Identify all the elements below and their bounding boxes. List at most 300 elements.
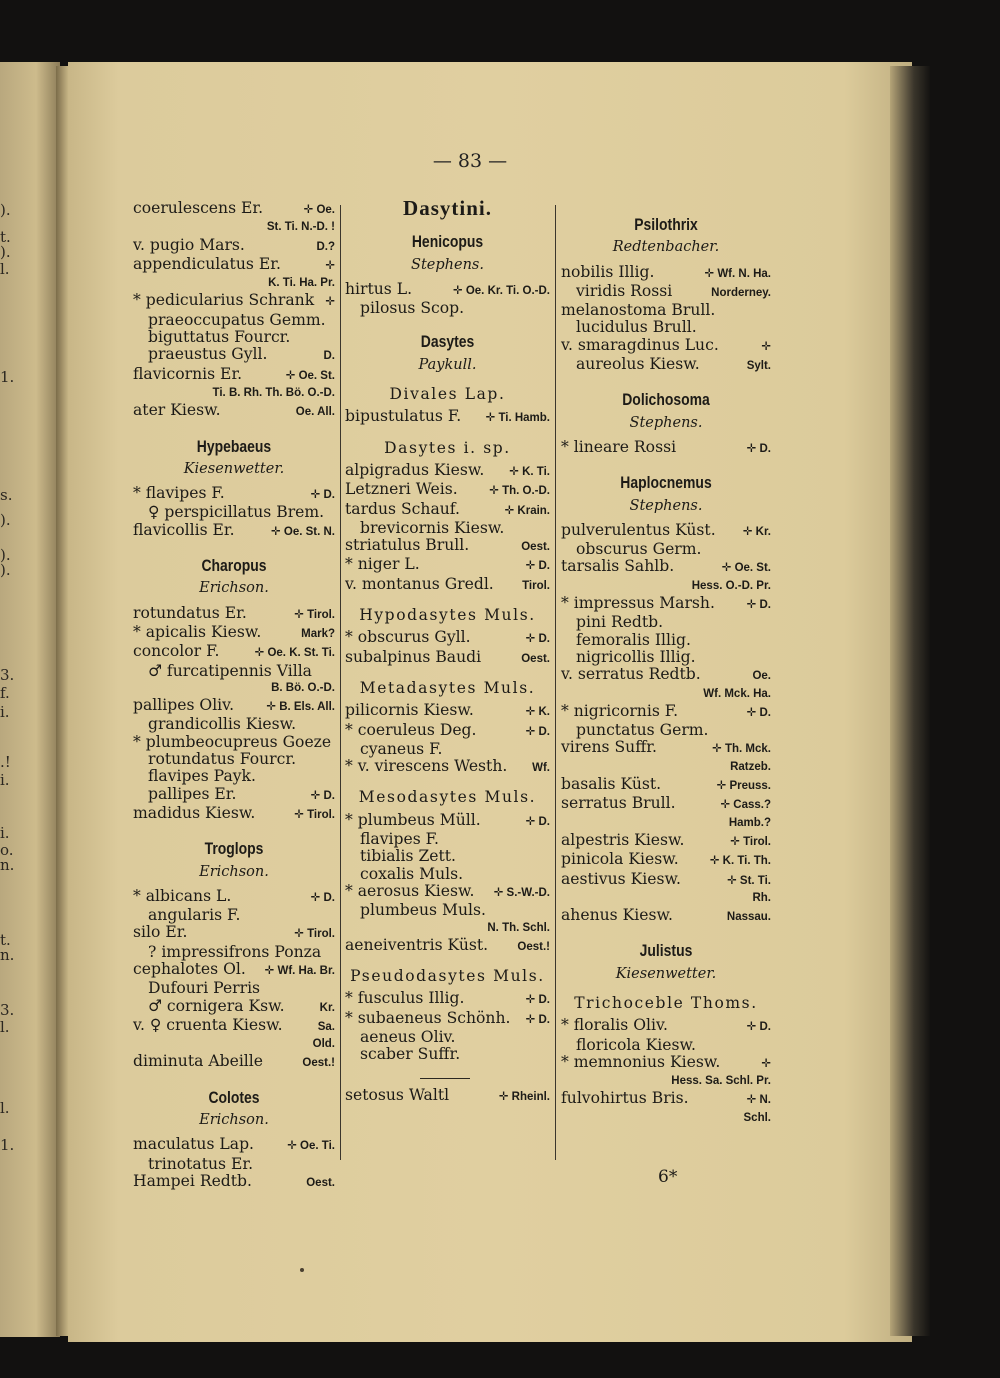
- species-name: plumbeus Muls.: [360, 901, 486, 920]
- locality-note: ✛ D.: [525, 560, 550, 573]
- species-entry: [133, 605, 335, 624]
- species-name: striatulus Brull.: [345, 536, 470, 555]
- locality-note: ✛ N.: [746, 1094, 771, 1107]
- edge-letter: l.: [0, 1099, 10, 1117]
- subgenus-heading: Divales Lap.: [389, 385, 506, 404]
- locality-note: ✛ Krain.: [504, 504, 550, 517]
- locality-continuation: Hamb.?: [728, 816, 771, 829]
- species-name: flavicollis Er.: [133, 520, 235, 539]
- species-name: * v. virescens Westh.: [345, 757, 508, 776]
- species-entry: [345, 408, 550, 427]
- author-name: Erichson.: [199, 863, 269, 880]
- edge-letter: .!: [0, 753, 11, 771]
- species-entry: [561, 632, 771, 649]
- species-name: cyaneus F.: [360, 739, 443, 758]
- species-entry: [561, 264, 771, 283]
- subgenus-heading: Mesodasytes Muls.: [358, 788, 537, 807]
- species-name: * apicalis Kiesw.: [133, 622, 262, 641]
- species-entry: [345, 501, 550, 520]
- species-entry: [345, 520, 550, 537]
- locality-note: Oest.: [521, 541, 550, 554]
- species-entry: [133, 1017, 335, 1036]
- species-name: aestivus Kiesw.: [561, 869, 681, 888]
- species-entry: [345, 576, 550, 595]
- author-name: Stephens.: [629, 497, 703, 514]
- species-name: ater Kiesw.: [133, 401, 221, 420]
- species-entry: [133, 888, 335, 907]
- species-name: melanostoma Brull.: [561, 301, 716, 320]
- species-name: femoralis Illig.: [576, 630, 691, 649]
- edge-letter: o.: [0, 841, 14, 859]
- species-entry: [561, 1037, 771, 1054]
- species-name: rotundatus Fourcr.: [148, 750, 297, 769]
- locality-note: Oe.: [752, 670, 771, 683]
- species-name: subalpinus Baudi: [345, 647, 482, 666]
- species-name: pinicola Kiesw.: [561, 850, 679, 869]
- species-name: virens Suffr.: [561, 738, 657, 757]
- species-name: pilicornis Kiesw.: [345, 701, 474, 720]
- subgenus-heading: Trichoceble Thoms.: [574, 993, 758, 1012]
- species-entry: [345, 537, 550, 556]
- species-entry: [561, 302, 771, 319]
- species-name: * pedicularius Schrank: [133, 291, 315, 310]
- locality-note: ✛ Oe. K. St. Ti.: [254, 647, 335, 660]
- locality-continuation: K. Ti. Ha. Pr.: [268, 277, 335, 290]
- species-name: madidus Kiesw.: [133, 803, 256, 822]
- column-3: [561, 200, 771, 1127]
- species-entry: [133, 200, 335, 219]
- species-name: * lineare Rossi: [561, 437, 677, 456]
- species-name: maculatus Lap.: [133, 1135, 255, 1154]
- tribe-heading: Dasytini.: [403, 196, 492, 220]
- species-entry: [133, 312, 335, 329]
- locality-note: ✛ Ti. Hamb.: [485, 412, 550, 425]
- author-name: Stephens.: [411, 256, 484, 273]
- edge-letter: ).: [0, 201, 11, 219]
- species-name: pulverulentus Küst.: [561, 520, 716, 539]
- species-name: hirtus L.: [345, 279, 413, 298]
- species-name: brevicornis Kiesw.: [360, 518, 505, 537]
- locality-note: ✛ Wf. N. Ha.: [704, 267, 771, 280]
- species-name: v. pugio Mars.: [133, 235, 245, 254]
- species-entry: [345, 1010, 550, 1029]
- species-entry: [561, 907, 771, 926]
- species-entry: [133, 734, 335, 751]
- author-name: Stephens.: [629, 414, 703, 431]
- edge-letter: ).: [0, 546, 11, 564]
- species-name: flavipes F.: [360, 830, 440, 849]
- edge-letter: s.: [0, 486, 13, 504]
- page-number: — 83 —: [432, 150, 508, 172]
- species-entry: [133, 663, 335, 680]
- species-name: obscurus Germ.: [576, 540, 702, 559]
- locality-continuation: St. Ti. N.-D. !: [266, 221, 335, 234]
- locality-note: ✛ D.: [525, 633, 550, 646]
- species-entry: [133, 751, 335, 768]
- species-entry: [133, 980, 335, 997]
- paper-speck: [300, 1268, 304, 1272]
- species-name: scaber Suffr.: [360, 1045, 461, 1064]
- edge-letter: 1.: [0, 1136, 15, 1154]
- edge-letter: i.: [0, 703, 10, 721]
- species-name: * plumbeus Müll.: [345, 810, 481, 829]
- species-entry: [133, 237, 335, 256]
- species-entry: [133, 961, 335, 980]
- genus-heading: Psilothrix: [634, 215, 698, 234]
- species-entry: [133, 1136, 335, 1155]
- locality-note: ✛ D.: [525, 815, 550, 828]
- locality-note: ✛ Cass.?: [720, 799, 771, 812]
- locality-continuation: Schl.: [743, 1111, 771, 1124]
- edge-letter: i.: [0, 771, 10, 789]
- species-name: pilosus Scop.: [360, 299, 465, 318]
- species-entry: [133, 485, 335, 504]
- species-name: aeneus Oliv.: [360, 1027, 456, 1046]
- species-entry: [561, 871, 771, 890]
- species-name: * nigricornis F.: [561, 701, 679, 720]
- species-name: pallipes Er.: [148, 784, 237, 803]
- species-name: ♂ cornigera Ksw.: [148, 996, 285, 1015]
- species-name: diminuta Abeille: [133, 1052, 264, 1071]
- species-name: serratus Brull.: [561, 794, 676, 813]
- species-entry: [561, 595, 771, 614]
- species-name: aureolus Kiesw.: [576, 355, 700, 374]
- species-entry: [561, 776, 771, 795]
- species-name: v. montanus Gredl.: [345, 574, 494, 593]
- species-name: aeneiventris Küst.: [345, 935, 489, 954]
- locality-note: Mark?: [301, 627, 335, 640]
- species-entry: [345, 866, 550, 883]
- species-entry: [345, 937, 550, 956]
- species-name: biguttatus Fourcr.: [148, 328, 291, 347]
- species-name: pallipes Oliv.: [133, 696, 235, 715]
- species-entry: [133, 522, 335, 541]
- species-entry: [133, 924, 335, 943]
- locality-note: ✛ D.: [310, 789, 335, 802]
- species-entry: [133, 402, 335, 421]
- locality-note: Oest.!: [302, 1057, 335, 1070]
- species-name: Hampei Redtb.: [133, 1171, 252, 1190]
- species-entry: [345, 1029, 550, 1046]
- locality-continuation: Hess. Sa. Schl. Pr.: [671, 1075, 771, 1088]
- edge-letter: n.: [0, 946, 15, 964]
- edge-letter: l.: [0, 260, 10, 278]
- locality-note: Tirol.: [522, 579, 550, 592]
- species-name: lucidulus Brull.: [576, 318, 697, 337]
- locality-note: ✛: [325, 259, 335, 272]
- edge-letter: n.: [0, 856, 15, 874]
- locality-note: ✛ Rheinl.: [498, 1090, 550, 1103]
- species-entry: [561, 832, 771, 851]
- locality-note: ✛: [761, 340, 771, 353]
- species-entry: [561, 1017, 771, 1036]
- subgenus-heading: Hypodasytes Muls.: [359, 606, 536, 625]
- species-entry: [561, 439, 771, 458]
- species-name: ♂ furcatipennis Villa: [148, 661, 312, 680]
- species-entry: [561, 356, 771, 375]
- species-name: ahenus Kiesw.: [561, 906, 673, 925]
- genus-heading: Dasytes: [420, 332, 475, 352]
- locality-note: ✛ Oe. Ti.: [287, 1140, 335, 1153]
- section-rule: [420, 1078, 470, 1079]
- author-name: Kiesenwetter.: [615, 965, 717, 982]
- species-entry: [133, 643, 335, 662]
- edge-letter: 1.: [0, 368, 15, 386]
- edge-letter: t.: [0, 228, 11, 246]
- genus-heading: Hypebaeus: [196, 436, 272, 456]
- species-entry: [133, 1053, 335, 1072]
- species-entry: [133, 768, 335, 785]
- species-entry: [561, 283, 771, 302]
- species-entry: [133, 624, 335, 643]
- locality-note: ✛ Tirol.: [294, 928, 335, 941]
- locality-note: Oest.: [521, 652, 550, 665]
- locality-note: ✛ D.: [525, 725, 550, 738]
- species-entry: [345, 556, 550, 575]
- subgenus-heading: Dasytes i. sp.: [384, 438, 511, 457]
- species-name: floricola Kiesw.: [576, 1035, 696, 1054]
- locality-note: Oe. All.: [295, 406, 335, 419]
- locality-note: ✛ Th. O.-D.: [489, 485, 550, 498]
- species-entry: [345, 481, 550, 500]
- species-name: * niger L.: [345, 555, 420, 574]
- species-name: alpigradus Kiesw.: [345, 460, 485, 479]
- locality-note: ✛ B. Els. All.: [266, 701, 335, 714]
- species-entry: [133, 697, 335, 716]
- species-entry: [133, 998, 335, 1017]
- species-name: praeoccupatus Gemm.: [148, 310, 326, 329]
- locality-note: ✛ K.: [525, 706, 550, 719]
- species-entry: [345, 1087, 550, 1106]
- species-entry: [345, 649, 550, 668]
- species-entry: [561, 666, 771, 685]
- genus-heading: Haplocnemus: [620, 473, 712, 493]
- locality-continuation: Wf. Mck. Ha.: [703, 687, 771, 700]
- species-entry: [133, 346, 335, 365]
- author-name: Paykull.: [418, 356, 477, 373]
- locality-note: ✛ D.: [746, 442, 771, 455]
- species-entry: [133, 329, 335, 346]
- species-name: silo Er.: [133, 923, 188, 942]
- species-entry: [133, 292, 335, 311]
- edge-letter: 3.: [0, 1001, 15, 1019]
- species-name: angularis F.: [148, 906, 241, 925]
- species-entry: [561, 614, 771, 631]
- species-name: trinotatus Er.: [148, 1154, 254, 1173]
- genus-heading: Charopus: [201, 556, 267, 576]
- species-entry: [345, 300, 550, 317]
- species-entry: [561, 522, 771, 541]
- species-entry: [133, 944, 335, 961]
- species-entry: [345, 812, 550, 831]
- locality-note: ✛ Oe. St.: [721, 562, 771, 575]
- locality-note: ✛ Preuss.: [716, 780, 771, 793]
- locality-note: ✛ D.: [746, 1021, 771, 1034]
- locality-note: ✛ D.: [525, 994, 550, 1007]
- species-name: * albicans L.: [133, 886, 232, 905]
- subgenus-heading: Pseudodasytes Muls.: [350, 967, 545, 986]
- species-name: tibialis Zett.: [360, 847, 457, 866]
- left-page-edge-letters: [0, 0, 16, 1300]
- species-entry: [561, 541, 771, 558]
- species-entry: [561, 649, 771, 666]
- locality-note: ✛ Wf. Ha. Br.: [264, 964, 335, 977]
- species-name: coerulescens Er.: [133, 199, 264, 217]
- species-name: v. smaragdinus Luc.: [561, 335, 719, 354]
- species-entry: [133, 256, 335, 275]
- locality-note: ✛ K. Ti. Th.: [709, 855, 771, 868]
- author-name: Erichson.: [199, 580, 269, 597]
- species-name: nigricollis Illig.: [576, 647, 696, 666]
- author-name: Erichson.: [199, 1112, 269, 1129]
- species-entry: [561, 851, 771, 870]
- column-rule-left: [340, 205, 341, 1160]
- edge-letter: 3.: [0, 666, 15, 684]
- locality-note: ✛ D.: [310, 489, 335, 502]
- species-entry: [345, 722, 550, 741]
- locality-note: Oest.: [306, 1176, 335, 1189]
- edge-letter: ).: [0, 511, 11, 529]
- species-entry: [561, 722, 771, 739]
- species-name: alpestris Kiesw.: [561, 830, 685, 849]
- locality-continuation: Rh.: [752, 891, 771, 904]
- species-name: ♀ perspicillatus Brem.: [148, 503, 325, 522]
- species-entry: [345, 281, 550, 300]
- species-name: viridis Rossi: [576, 281, 673, 300]
- species-name: * impressus Marsh.: [561, 594, 715, 613]
- author-name: Redtenbacher.: [612, 239, 720, 256]
- species-name: * floralis Oliv.: [561, 1016, 668, 1035]
- species-name: * flavipes F.: [133, 484, 225, 503]
- species-name: appendiculatus Er.: [133, 254, 281, 273]
- genus-heading: Julistus: [639, 941, 693, 961]
- species-name: * aerosus Kiesw.: [345, 881, 475, 900]
- column-2: [345, 196, 550, 1106]
- species-entry: [561, 558, 771, 577]
- species-name: Letzneri Weis.: [345, 480, 458, 499]
- locality-continuation: Ratzeb.: [730, 760, 771, 773]
- genus-heading: Henicopus: [411, 232, 484, 252]
- species-entry: [345, 741, 550, 758]
- species-name: fulvohirtus Bris.: [561, 1089, 689, 1108]
- edge-letter: f.: [0, 684, 10, 702]
- column-1: [133, 200, 335, 1192]
- locality-note: ✛ D.: [525, 1013, 550, 1026]
- locality-note: ✛: [761, 1057, 771, 1070]
- edge-letter: i.: [0, 824, 10, 842]
- genus-heading: Colotes: [208, 1087, 260, 1107]
- species-name: * coeruleus Deg.: [345, 720, 477, 739]
- species-entry: [561, 703, 771, 722]
- locality-note: D.: [323, 350, 335, 363]
- species-name: tardus Schauf.: [345, 499, 460, 518]
- locality-continuation: Ti. B. Rh. Th. Bö. O.-D.: [212, 386, 335, 399]
- locality-note: ✛ K. Ti.: [509, 465, 550, 478]
- subgenus-heading: Metadasytes Muls.: [359, 678, 536, 697]
- locality-note: ✛ Oe.: [303, 204, 335, 216]
- species-entry: [133, 1156, 335, 1173]
- species-name: flavipes Payk.: [148, 767, 256, 786]
- locality-continuation: N. Th. Schl.: [487, 921, 550, 934]
- species-name: * fusculus Illig.: [345, 989, 465, 1008]
- locality-note: ✛ Tirol.: [730, 835, 771, 848]
- locality-note: ✛ Oe. Kr. Ti. O.-D.: [453, 284, 550, 297]
- locality-note: ✛ D.: [310, 891, 335, 904]
- column-rule-right: [555, 205, 556, 1160]
- species-entry: [133, 907, 335, 924]
- locality-note: ✛ Oe. St. N.: [271, 525, 335, 538]
- species-entry: [561, 1090, 771, 1109]
- species-entry: [345, 848, 550, 865]
- locality-note: ✛ D.: [746, 599, 771, 612]
- species-entry: [561, 337, 771, 356]
- species-entry: [133, 504, 335, 521]
- species-entry: [133, 1173, 335, 1192]
- species-entry: [345, 1046, 550, 1063]
- edge-letter: ).: [0, 243, 11, 261]
- author-name: Kiesenwetter.: [183, 460, 285, 477]
- edge-letter: t.: [0, 931, 11, 949]
- species-entry: [345, 462, 550, 481]
- locality-note: Kr.: [319, 1001, 335, 1014]
- species-name: punctatus Germ.: [576, 721, 709, 740]
- locality-note: ✛ St. Ti.: [727, 874, 771, 887]
- species-entry: [345, 902, 550, 919]
- locality-note: ✛ Oe. St.: [285, 369, 335, 382]
- species-name: ? impressifrons Ponza: [148, 942, 322, 961]
- locality-note: Norderney.: [711, 286, 771, 299]
- locality-continuation: Old.: [312, 1038, 335, 1051]
- locality-note: Sylt.: [746, 360, 771, 373]
- species-name: * memnonius Kiesw.: [561, 1052, 721, 1071]
- species-name: cephalotes Ol.: [133, 959, 246, 978]
- species-name: * obscurus Gyll.: [345, 628, 471, 647]
- species-entry: [345, 831, 550, 848]
- edge-letter: l.: [0, 1018, 10, 1036]
- locality-note: Sa.: [317, 1020, 335, 1033]
- species-name: grandicollis Kiesw.: [148, 715, 297, 734]
- species-name: Dufouri Perris: [148, 979, 261, 998]
- locality-note: ✛ Th. Mck.: [712, 743, 771, 756]
- species-entry: [133, 716, 335, 733]
- species-name: * plumbeocupreus Goeze: [133, 732, 332, 751]
- locality-note: ✛ Tirol.: [294, 808, 335, 821]
- locality-note: ✛ D.: [746, 706, 771, 719]
- species-entry: [345, 883, 550, 902]
- species-name: tarsalis Sahlb.: [561, 557, 675, 576]
- species-name: v. serratus Redtb.: [561, 665, 701, 684]
- species-name: basalis Küst.: [561, 775, 662, 794]
- species-name: flavicornis Er.: [133, 364, 243, 383]
- signature-mark: 6*: [658, 1167, 678, 1187]
- locality-continuation: Hess. O.-D. Pr.: [691, 579, 771, 592]
- species-entry: [561, 319, 771, 336]
- species-name: concolor F.: [133, 642, 220, 661]
- species-entry: [133, 786, 335, 805]
- locality-note: Wf.: [532, 762, 550, 775]
- locality-note: Nassau.: [726, 911, 771, 924]
- species-entry: [133, 366, 335, 385]
- locality-note: ✛ Tirol.: [294, 608, 335, 621]
- species-entry: [345, 702, 550, 721]
- species-entry: [561, 739, 771, 758]
- species-entry: [133, 805, 335, 824]
- species-name: nobilis Illig.: [561, 262, 655, 281]
- species-name: * subaeneus Schönh.: [345, 1008, 511, 1027]
- species-entry: [345, 990, 550, 1009]
- locality-note: D.?: [316, 240, 335, 253]
- page-edge-shadow: [890, 66, 930, 1336]
